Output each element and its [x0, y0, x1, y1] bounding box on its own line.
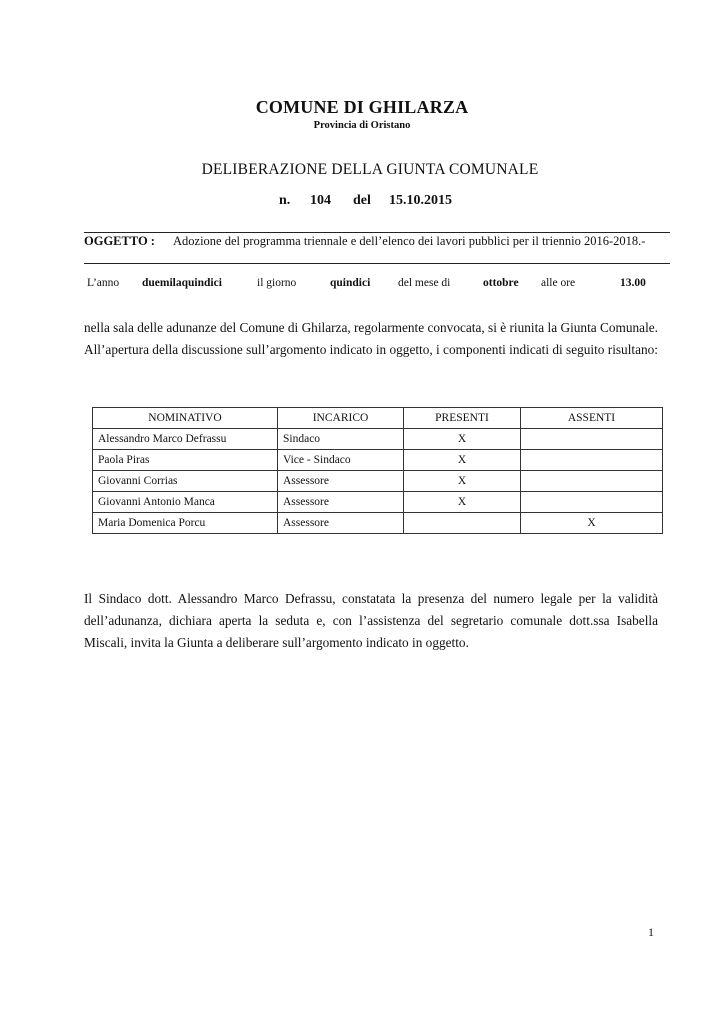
- number-label: n.: [279, 193, 291, 208]
- table-row: [93, 450, 663, 471]
- municipality-title: COMUNE DI GHILARZA: [255, 97, 469, 117]
- header-incarico: INCARICO: [278, 408, 404, 429]
- table-row: [93, 471, 663, 492]
- member-name: Giovanni Corrias: [93, 471, 278, 492]
- header-presenti: PRESENTI: [404, 408, 521, 429]
- member-present: X: [404, 471, 521, 492]
- member-present: [404, 513, 521, 534]
- subject-box: [84, 232, 670, 264]
- deliberation-title: DELIBERAZIONE DELLA GIUNTA COMUNALE: [201, 161, 539, 178]
- subject-text: Adozione del programma triennale e dell’elenco dei lavori pubblici per il triennio 2016-2018.-: [173, 234, 646, 248]
- header-nominativo: NOMINATIVO: [93, 408, 278, 429]
- session-details: [87, 277, 657, 293]
- time-label: alle ore: [541, 277, 576, 289]
- session-paragraph: nella sala delle adunanze del Comune di Ghilarza, regolarmente convocata, si è riunita la Giunta Comunale. All’apertura della discussione sull’argomento indicato in oggetto, i componenti indicati di seguito risultano:: [84, 320, 658, 357]
- deliberation-date: 15.10.2015: [389, 193, 452, 208]
- deliberation-number-line: [279, 193, 452, 209]
- member-role: Sindaco: [278, 429, 404, 450]
- member-present: X: [404, 492, 521, 513]
- subject-label: OGGETTO :: [84, 234, 155, 248]
- table-row: [93, 429, 663, 450]
- province-subtitle: Provincia di Oristano: [313, 120, 411, 131]
- member-role: Assessore: [278, 513, 404, 534]
- time-value: 13.00: [620, 277, 646, 289]
- member-absent: [521, 429, 663, 450]
- day-label: il giorno: [257, 277, 297, 289]
- page-number: 1: [648, 925, 654, 939]
- header-assenti: ASSENTI: [521, 408, 663, 429]
- month-value: ottobre: [483, 277, 519, 289]
- members-table: [92, 407, 663, 534]
- member-role: Assessore: [278, 492, 404, 513]
- table-row: [93, 513, 663, 534]
- member-role: Vice - Sindaco: [278, 450, 404, 471]
- day-value: quindici: [330, 277, 371, 289]
- member-name: Alessandro Marco Defrassu: [93, 429, 278, 450]
- member-role: Assessore: [278, 471, 404, 492]
- table-header-row: [93, 408, 663, 429]
- date-label: del: [353, 193, 371, 208]
- member-absent: [521, 492, 663, 513]
- deliberation-number: 104: [310, 193, 331, 208]
- table-row: [93, 492, 663, 513]
- member-name: Giovanni Antonio Manca: [93, 492, 278, 513]
- opening-paragraph: Il Sindaco dott. Alessandro Marco Defrassu, constatata la presenza del numero legale per la validità dell’adunanza, dichiara aperta la seduta e, con l’assistenza del segretario comunale dott.ssa Isabella Miscali, invita la Giunta a deliberare sull’argomento indicato in oggetto.: [84, 591, 658, 650]
- member-present: X: [404, 450, 521, 471]
- member-name: Paola Piras: [93, 450, 278, 471]
- year-value: duemilaquindici: [142, 277, 222, 289]
- year-label: L’anno: [87, 277, 120, 289]
- member-present: X: [404, 429, 521, 450]
- member-name: Maria Domenica Porcu: [93, 513, 278, 534]
- member-absent: X: [521, 513, 663, 534]
- month-label: del mese di: [398, 277, 451, 289]
- member-absent: [521, 450, 663, 471]
- member-absent: [521, 471, 663, 492]
